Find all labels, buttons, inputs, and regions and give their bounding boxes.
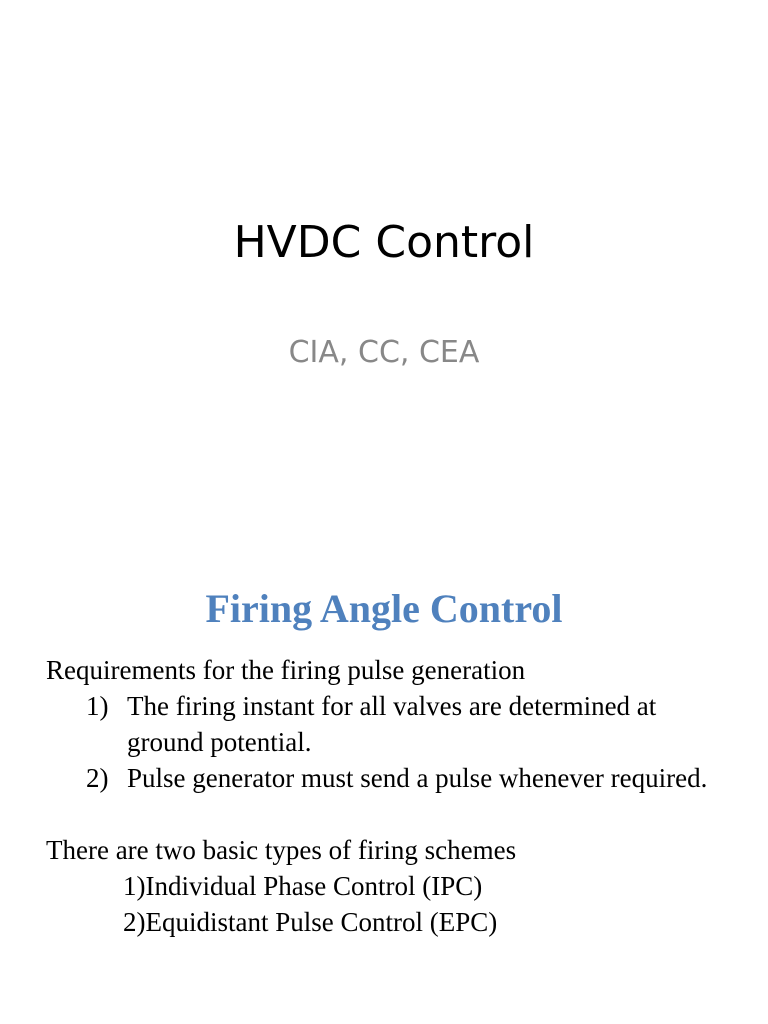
paragraph-spacer xyxy=(46,796,746,832)
schemes-intro: There are two basic types of firing schemes xyxy=(46,835,517,865)
requirement-number: 1) xyxy=(86,691,109,721)
requirement-text: Pulse generator must send a pulse whenever required. xyxy=(127,763,708,793)
slide-firing-angle-control xyxy=(0,560,768,1024)
requirement-item xyxy=(46,760,746,796)
slide-heading: Firing Angle Control xyxy=(205,586,563,631)
slide-title-heading: HVDC Control xyxy=(233,217,535,268)
requirement-item xyxy=(46,688,746,760)
scheme-item: 2)Equidistant Pulse Control (EPC) xyxy=(123,907,498,937)
slide-subtitle: CIA, CC, CEA xyxy=(288,335,480,370)
requirements-intro: Requirements for the firing pulse generation xyxy=(46,655,526,685)
scheme-item: 1)Individual Phase Control (IPC) xyxy=(123,871,483,901)
requirement-text: The firing instant for all valves are determined at ground potential. xyxy=(127,691,657,757)
slide-body xyxy=(46,652,746,940)
requirement-number: 2) xyxy=(86,763,109,793)
